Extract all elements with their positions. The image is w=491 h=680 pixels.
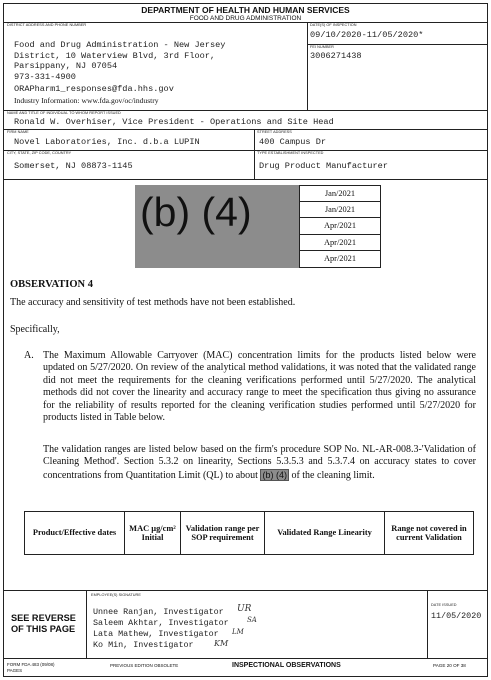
district-line: Parsippany, NJ 07054 bbox=[14, 61, 118, 71]
city-state-zip: Somerset, NJ 08873-1145 bbox=[14, 161, 133, 171]
district-line: Food and Drug Administration - New Jersey bbox=[14, 40, 226, 50]
rule bbox=[307, 44, 487, 45]
district-email: ORAPharm1_responses@fda.hhs.gov bbox=[14, 84, 174, 94]
agency-title: FOOD AND DRUG ADMINISTRATION bbox=[189, 15, 302, 22]
observation-title: OBSERVATION 4 bbox=[10, 279, 93, 290]
investigator-name: Saleem Akhtar, Investigator bbox=[93, 618, 229, 628]
employee-signatures bbox=[87, 591, 428, 659]
fei-label: FEI NUMBER bbox=[310, 45, 334, 49]
issued-to-label: NAME AND TITLE OF INDIVIDUAL TO WHOM REPORT ISSUED bbox=[7, 111, 121, 115]
date-issued-label: DATE ISSUED bbox=[431, 603, 457, 607]
month-cell: Apr/2021 bbox=[300, 251, 381, 268]
rule bbox=[4, 179, 487, 180]
inspection-dates: 09/10/2020-11/05/2020* bbox=[310, 30, 424, 40]
establishment-type: Drug Product Manufacturer bbox=[259, 161, 388, 171]
form-id: FORM FDA 483 (09/08) bbox=[7, 662, 55, 667]
redaction-block bbox=[135, 185, 300, 268]
month-cell: Apr/2021 bbox=[300, 218, 381, 235]
signature-section bbox=[4, 590, 487, 658]
date-issued-box bbox=[428, 591, 487, 659]
month-table bbox=[299, 185, 381, 268]
form-number bbox=[7, 662, 55, 673]
investigator-name: Unnee Ranjan, Investigator bbox=[93, 607, 224, 617]
rule bbox=[4, 129, 487, 130]
item-marker: A. bbox=[24, 350, 34, 361]
validation-paragraph bbox=[43, 444, 476, 482]
industry-info: Industry Information: www.fda.gov/oc/industry bbox=[14, 96, 159, 105]
footer-title: INSPECTIONAL OBSERVATIONS bbox=[232, 662, 341, 669]
establishment-type-label: TYPE ESTABLISHMENT INSPECTED bbox=[257, 151, 324, 155]
signature-initials: KM bbox=[214, 639, 229, 648]
district-label: DISTRICT ADDRESS AND PHONE NUMBER bbox=[7, 23, 87, 27]
rule bbox=[4, 150, 487, 151]
item-a-paragraph: The Maximum Allowable Carryover (MAC) concentration limits for the products listed below were updated on 5/27/2020. On review of the analytical method validations, it was noted that the validated range did not meet the requirements for the cleaning verifications performed until 5/27/2020. The analytical methods did not cover the linearity and accuracy range to meet the specification thus giving no assurance for the reliability of results reported for the cleaning verification studies performed until 5/27/2020 for products listed in Table below. bbox=[43, 350, 476, 424]
table-header-mac: MAC µg/cm² Initial bbox=[125, 512, 181, 554]
see-reverse-line: SEE REVERSE bbox=[11, 613, 76, 623]
street-address: 400 Campus Dr bbox=[259, 137, 327, 147]
district-line: District, 10 Waterview Blvd, 3rd Floor, bbox=[14, 50, 216, 61]
redaction-label: (b) (4) bbox=[140, 189, 252, 235]
firm-name-label: FIRM NAME bbox=[7, 130, 29, 134]
fei-number: 3006271438 bbox=[310, 51, 362, 61]
firm-name: Novel Laboratories, Inc. d.b.a LUPIN bbox=[14, 137, 200, 147]
pages-label: PAGES bbox=[7, 667, 23, 673]
city-label: CITY, STATE, ZIP CODE, COUNTRY bbox=[7, 151, 72, 155]
fda-483-form-page bbox=[3, 3, 488, 677]
employee-signature-label: EMPLOYEE(S) SIGNATURE bbox=[91, 593, 141, 597]
month-cell: Jan/2021 bbox=[300, 185, 381, 202]
table-header-not-covered: Range not covered in current Validation bbox=[391, 523, 467, 542]
investigator-name: Ko Min, Investigator bbox=[93, 639, 194, 650]
table-header-product: Product/Effective dates bbox=[25, 512, 125, 554]
signature-initials: LM bbox=[232, 628, 244, 636]
date-issued: 11/05/2020 bbox=[431, 611, 482, 621]
observation-summary: The accuracy and sensitivity of test methods have not been established. bbox=[10, 297, 296, 308]
month-cell: Jan/2021 bbox=[300, 202, 381, 219]
department-title: DEPARTMENT OF HEALTH AND HUMAN SERVICES bbox=[141, 5, 350, 15]
district-phone: 973-331-4900 bbox=[14, 71, 76, 82]
table-header-sop-range: Validation range per SOP requirement bbox=[181, 512, 265, 554]
validation-text-end: of the cleaning limit. bbox=[291, 469, 375, 481]
rule bbox=[307, 22, 308, 110]
inline-redaction: (b) (4) bbox=[262, 469, 287, 480]
signature-initials: SA bbox=[247, 616, 257, 624]
see-reverse-line: OF THIS PAGE bbox=[11, 624, 76, 634]
rule bbox=[254, 129, 255, 179]
month-cell: Apr/2021 bbox=[300, 235, 381, 252]
investigator-name: Lata Mathew, Investigator bbox=[93, 629, 219, 639]
signature-initials: UR bbox=[237, 604, 252, 614]
issued-to-name: Ronald W. Overhiser, Vice President - Operations and Site Head bbox=[14, 117, 334, 127]
table-header-linearity: Validated Range Linearity bbox=[265, 512, 385, 554]
form-header bbox=[4, 4, 487, 22]
street-label: STREET ADDRESS bbox=[257, 130, 292, 134]
validation-text: The validation ranges are listed below based on the firm's procedure SOP No. NL-AR-008.3-'Validation of Cleaning Method'. Section 5.3.2 on linearity, Sections 5.3.5.3 and 5.3.7.4 on accuracy states to cover concentrations from Quantitation Limit (QL) to about bbox=[43, 444, 476, 481]
see-reverse-notice bbox=[4, 591, 87, 659]
specifically-label: Specifically, bbox=[10, 324, 60, 335]
form-footer bbox=[4, 658, 487, 677]
page-number: PAGE 20 OF 38 bbox=[433, 663, 466, 668]
obsolete-notice: PREVIOUS EDITION OBSOLETE bbox=[110, 663, 179, 668]
inspection-dates-label: DATE(S) OF INSPECTION bbox=[310, 23, 357, 27]
validation-table bbox=[24, 511, 474, 555]
